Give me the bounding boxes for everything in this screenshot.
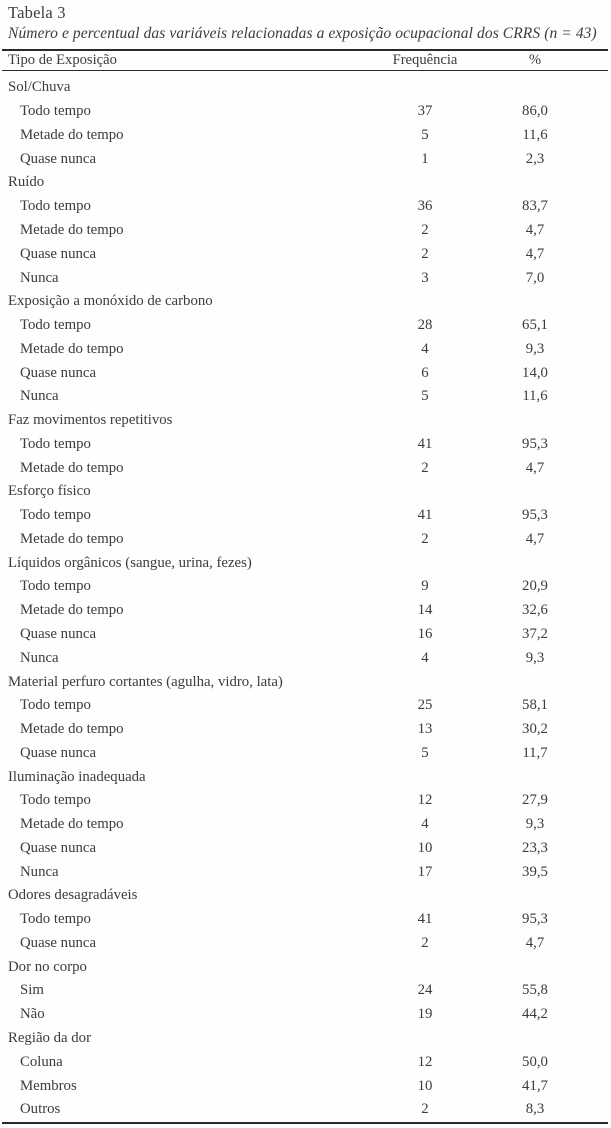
row-frequency-value: 13 bbox=[417, 721, 433, 738]
exposure-table bbox=[2, 49, 608, 1124]
row-label: Membros bbox=[20, 1077, 77, 1094]
table-caption: Número e percentual das variáveis relacionadas a exposição ocupacional dos CRRS (n = 43) bbox=[8, 25, 597, 42]
section-header-label: Ruído bbox=[8, 174, 45, 191]
row-frequency-value: 1 bbox=[421, 150, 429, 167]
row-percent-value: 9,3 bbox=[525, 649, 545, 666]
row-frequency-value: 4 bbox=[421, 816, 429, 833]
section-header-row bbox=[2, 955, 608, 979]
row-percent-value: 41,7 bbox=[522, 1077, 548, 1094]
row-frequency-value: 12 bbox=[417, 792, 433, 809]
data-row bbox=[2, 646, 608, 670]
row-frequency-value: 10 bbox=[417, 839, 433, 856]
row-percent-value: 2,3 bbox=[525, 150, 545, 167]
table-header-row bbox=[2, 49, 608, 71]
row-label: Sim bbox=[20, 982, 44, 999]
row-frequency-value: 24 bbox=[417, 982, 433, 999]
row-label: Outros bbox=[20, 1101, 61, 1118]
row-percent-value: 27,9 bbox=[522, 792, 548, 809]
section-header-row bbox=[2, 670, 608, 694]
row-percent-value: 65,1 bbox=[522, 317, 548, 334]
row-frequency-value: 17 bbox=[417, 863, 433, 880]
row-label: Metade do tempo bbox=[20, 721, 124, 738]
column-header-frequency: Frequência bbox=[392, 52, 458, 68]
data-row bbox=[2, 432, 608, 456]
row-percent-value: 4,7 bbox=[525, 245, 545, 262]
row-percent-value: 8,3 bbox=[525, 1101, 545, 1118]
section-header-row bbox=[2, 551, 608, 575]
section-header-row bbox=[2, 409, 608, 433]
data-row bbox=[2, 100, 608, 124]
data-row bbox=[2, 932, 608, 956]
row-percent-value: 11,7 bbox=[522, 744, 548, 761]
section-header-label: Material perfuro cortantes (agulha, vidro, lata) bbox=[8, 673, 283, 690]
section-header-row bbox=[2, 290, 608, 314]
row-percent-value: 9,3 bbox=[525, 816, 545, 833]
row-percent-value: 50,0 bbox=[522, 1053, 548, 1070]
data-row bbox=[2, 694, 608, 718]
row-percent-value: 95,3 bbox=[522, 507, 548, 524]
data-row bbox=[2, 1003, 608, 1027]
section-header-row bbox=[2, 1027, 608, 1051]
row-percent-value: 58,1 bbox=[522, 697, 548, 714]
row-percent-value: 39,5 bbox=[522, 863, 548, 880]
data-row bbox=[2, 456, 608, 480]
row-label: Quase nunca bbox=[20, 150, 97, 167]
data-row bbox=[2, 1098, 608, 1122]
row-percent-value: 32,6 bbox=[522, 602, 548, 619]
row-percent-value: 86,0 bbox=[522, 103, 548, 120]
row-percent-value: 37,2 bbox=[522, 625, 548, 642]
row-percent-value: 30,2 bbox=[522, 721, 548, 738]
row-frequency-value: 2 bbox=[421, 245, 429, 262]
row-label: Todo tempo bbox=[20, 103, 91, 120]
row-percent-value: 14,0 bbox=[522, 364, 548, 381]
row-frequency-value: 41 bbox=[417, 911, 433, 928]
row-label: Todo tempo bbox=[20, 317, 91, 334]
data-row bbox=[2, 219, 608, 243]
row-frequency-value: 19 bbox=[417, 1006, 433, 1023]
data-row bbox=[2, 599, 608, 623]
data-row bbox=[2, 860, 608, 884]
section-header-label: Líquidos orgânicos (sangue, urina, fezes) bbox=[8, 554, 252, 571]
row-label: Metade do tempo bbox=[20, 126, 124, 143]
row-label: Coluna bbox=[20, 1053, 63, 1070]
row-frequency-value: 2 bbox=[421, 459, 429, 476]
row-frequency-value: 6 bbox=[421, 364, 429, 381]
data-row bbox=[2, 147, 608, 171]
data-row bbox=[2, 718, 608, 742]
row-label: Nunca bbox=[20, 388, 59, 405]
section-header-label: Faz movimentos repetitivos bbox=[8, 412, 173, 429]
section-header-label: Odores desagradáveis bbox=[8, 887, 138, 904]
row-percent-value: 95,3 bbox=[522, 911, 548, 928]
row-percent-value: 9,3 bbox=[525, 340, 545, 357]
row-frequency-value: 10 bbox=[417, 1077, 433, 1094]
section-header-row bbox=[2, 171, 608, 195]
section-header-row bbox=[2, 884, 608, 908]
row-percent-value: 11,6 bbox=[522, 126, 548, 143]
row-frequency-value: 36 bbox=[417, 198, 433, 215]
row-label: Nunca bbox=[20, 863, 59, 880]
section-header-label: Sol/Chuva bbox=[8, 79, 71, 96]
data-row bbox=[2, 789, 608, 813]
data-row bbox=[2, 385, 608, 409]
row-frequency-value: 14 bbox=[417, 602, 433, 619]
table-body bbox=[2, 71, 608, 1124]
section-header-label: Exposição a monóxido de carbono bbox=[8, 293, 213, 310]
row-frequency-value: 2 bbox=[421, 934, 429, 951]
row-label: Metade do tempo bbox=[20, 530, 124, 547]
row-label: Todo tempo bbox=[20, 578, 91, 595]
row-percent-value: 4,7 bbox=[525, 530, 545, 547]
section-header-label: Dor no corpo bbox=[8, 958, 87, 975]
row-percent-value: 23,3 bbox=[522, 839, 548, 856]
section-header-row bbox=[2, 480, 608, 504]
section-header-label: Iluminação inadequada bbox=[8, 768, 146, 785]
section-header-label: Região da dor bbox=[8, 1030, 92, 1046]
data-row bbox=[2, 1050, 608, 1074]
data-row bbox=[2, 361, 608, 385]
row-percent-value: 11,6 bbox=[522, 388, 548, 405]
row-frequency-value: 41 bbox=[417, 507, 433, 524]
row-label: Todo tempo bbox=[20, 911, 91, 928]
section-header-row bbox=[2, 765, 608, 789]
row-label: Quase nunca bbox=[20, 934, 97, 951]
data-row bbox=[2, 504, 608, 528]
row-label: Metade do tempo bbox=[20, 602, 124, 619]
row-frequency-value: 4 bbox=[421, 340, 429, 357]
data-row bbox=[2, 124, 608, 148]
table-label: Tabela 3 bbox=[8, 3, 66, 22]
row-label: Todo tempo bbox=[20, 198, 91, 215]
data-row bbox=[2, 528, 608, 552]
row-label: Metade do tempo bbox=[20, 459, 124, 476]
row-frequency-value: 5 bbox=[421, 744, 429, 761]
data-row bbox=[2, 266, 608, 290]
row-frequency-value: 28 bbox=[417, 317, 433, 334]
data-row bbox=[2, 741, 608, 765]
data-row bbox=[2, 908, 608, 932]
data-row bbox=[2, 314, 608, 338]
data-row bbox=[2, 623, 608, 647]
row-label: Metade do tempo bbox=[20, 221, 124, 238]
row-label: Quase nunca bbox=[20, 744, 97, 761]
row-label: Todo tempo bbox=[20, 435, 91, 452]
row-percent-value: 20,9 bbox=[522, 578, 548, 595]
row-frequency-value: 4 bbox=[421, 649, 429, 666]
row-frequency-value: 2 bbox=[421, 221, 429, 238]
data-row bbox=[2, 575, 608, 599]
row-percent-value: 95,3 bbox=[522, 435, 548, 452]
row-frequency-value: 25 bbox=[417, 697, 433, 714]
row-frequency-value: 37 bbox=[417, 103, 433, 120]
row-frequency-value: 2 bbox=[421, 1101, 429, 1118]
row-frequency-value: 3 bbox=[421, 269, 429, 286]
row-frequency-value: 5 bbox=[421, 126, 429, 143]
data-row bbox=[2, 1074, 608, 1098]
row-label: Quase nunca bbox=[20, 245, 97, 262]
row-label: Todo tempo bbox=[20, 507, 91, 524]
row-label: Todo tempo bbox=[20, 792, 91, 809]
row-frequency-value: 16 bbox=[417, 625, 433, 642]
data-row bbox=[2, 813, 608, 837]
row-percent-value: 55,8 bbox=[522, 982, 548, 999]
row-percent-value: 44,2 bbox=[522, 1006, 548, 1023]
data-row bbox=[2, 837, 608, 861]
row-frequency-value: 12 bbox=[417, 1053, 433, 1070]
row-label: Não bbox=[20, 1006, 45, 1023]
row-frequency-value: 9 bbox=[421, 578, 429, 595]
data-row bbox=[2, 337, 608, 361]
section-header-label: Esforço físico bbox=[8, 483, 91, 500]
column-header-percent: % bbox=[528, 52, 542, 68]
row-percent-value: 7,0 bbox=[525, 269, 545, 286]
row-label: Metade do tempo bbox=[20, 340, 124, 357]
row-percent-value: 4,7 bbox=[525, 221, 545, 238]
row-label: Todo tempo bbox=[20, 697, 91, 714]
row-percent-value: 4,7 bbox=[525, 934, 545, 951]
row-label: Nunca bbox=[20, 269, 59, 286]
row-label: Quase nunca bbox=[20, 364, 97, 381]
data-row bbox=[2, 195, 608, 219]
row-percent-value: 4,7 bbox=[525, 459, 545, 476]
row-frequency-value: 5 bbox=[421, 388, 429, 405]
data-row bbox=[2, 242, 608, 266]
row-label: Nunca bbox=[20, 649, 59, 666]
row-label: Quase nunca bbox=[20, 625, 97, 642]
section-header-row bbox=[2, 76, 608, 100]
data-row bbox=[2, 979, 608, 1003]
row-frequency-value: 41 bbox=[417, 435, 433, 452]
column-header-exposure-type: Tipo de Exposição bbox=[8, 52, 117, 68]
row-frequency-value: 2 bbox=[421, 530, 429, 547]
row-percent-value: 83,7 bbox=[522, 198, 548, 215]
row-label: Metade do tempo bbox=[20, 816, 124, 833]
row-label: Quase nunca bbox=[20, 839, 97, 856]
